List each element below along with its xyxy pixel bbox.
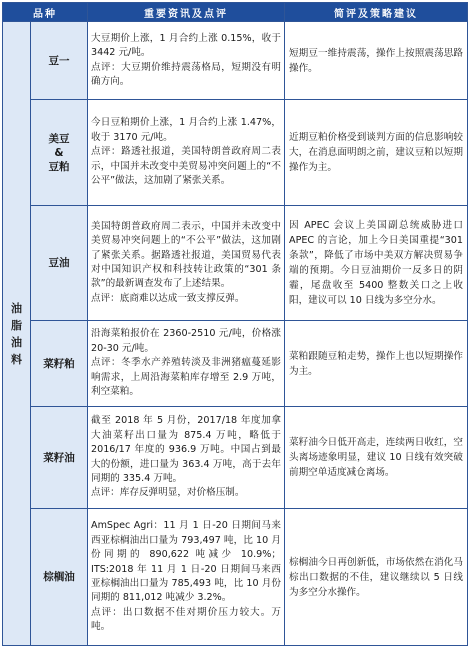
strategy-cell: 棕榈油今日再创新低，市场依然在消化马棕出口数据的不佳，建议继续以 5 日线为多空分水操作。 — [285, 509, 468, 646]
commodity-name: 菜籽粕 — [31, 321, 88, 407]
header-news: 重要资讯及点评 — [88, 3, 285, 22]
section-label: 油 脂 油 料 — [3, 22, 31, 646]
commodity-name: 棕榈油 — [31, 509, 88, 646]
commodity-table — [2, 2, 468, 646]
table-row — [3, 407, 468, 509]
header-row — [3, 3, 468, 22]
strategy-cell: 菜籽油今日低开高走，连续两日收红，空头离场迹象明显，建议 10 日线有效突破前期空单适度减仓离场。 — [285, 407, 468, 509]
news-cell — [88, 509, 285, 646]
strategy-cell: 菜粕跟随豆粕走势，操作上也以短期操作为主。 — [285, 321, 468, 407]
strategy-cell: 因 APEC 会议上美国副总统威胁进口 APEC 的言论，加上今日美国重提“301 条款”，降低了市场中美双方解决贸易争端的预期。今日豆油期价一反多日的阴霾，尾盘收至 5400 整数关口之上收阳，建议可以 10 日线为多空分水。 — [285, 206, 468, 321]
news-cell — [88, 22, 285, 100]
news-cell — [88, 100, 285, 206]
news-text: 美国特朗普政府周二表示，中国并未改变中美贸易冲突问题上的“不公平”做法，这加剧了紧张关系。据路透社报道，美国贸易代表对中国知识产权和科技转让政策的“301 条款”的最新调查发布了上述结果。 — [91, 220, 281, 290]
header-category: 品种 — [3, 3, 88, 22]
commodity-name: 豆一 — [31, 22, 88, 100]
news-comment: 点评：冬季水产养殖转淡及非洲猪瘟蔓延影响需求，上周沿海菜粕库存增至 2.9 万吨，利空菜粕。 — [91, 357, 281, 398]
news-cell — [88, 407, 285, 509]
news-comment: 点评：大豆期价维持震荡格局，短期没有明确方向。 — [91, 61, 281, 87]
commodity-name: 豆油 — [31, 206, 88, 321]
news-cell — [88, 321, 285, 407]
strategy-cell: 短期豆一维持震荡，操作上按照震荡思路操作。 — [285, 22, 468, 100]
news-comment: 点评：出口数据不佳对期价压力较大。万吨。 — [91, 606, 281, 633]
news-text: 截至 2018 年 5 月份，2017/18 年度加拿大油菜籽出口量为 875.4 万吨，略低于 2016/17 年度的 936.9 万吨。中国占到最大的份额，进口量为 363.4 万吨，高于去年同期的 335.4 万吨。 — [91, 415, 281, 484]
header-comment: 简评及策略建议 — [285, 3, 468, 22]
news-text: 大豆期价上涨，1 月合约上涨 0.15%，收于 3442 元/吨。 — [91, 32, 281, 59]
news-comment: 点评：底商难以达成一致支撑反弹。 — [91, 292, 245, 304]
table-row — [3, 509, 468, 646]
news-text: 今日豆粕期价上涨，1 月合约上涨 1.47%，收于 3170 元/吨。 — [91, 117, 281, 143]
news-comment: 点评：库存反弹明显，对价格压制。 — [91, 487, 245, 499]
news-text: AmSpec Agri：11 月 1 日-20 日期间马来西亚棕榈油出口量为 793,497 吨，比 10 月份同期的 890,622 吨减少 10.9%；ITS:2018 年 11 月 1 日-20 日期间马来西亚棕榈油出口量为 785,493 吨，比 10 月份同期的 811,012 吨减少 3.2%。 — [91, 520, 281, 604]
table-row — [3, 206, 468, 321]
news-comment: 点评：路透社报道，美国特朗普政府周二表示，中国并未改变中美贸易冲突问题上的“不公平”做法，这加剧了紧张关系。 — [91, 146, 281, 187]
news-cell — [88, 206, 285, 321]
news-text: 沿海菜粕报价在 2360-2510 元/吨，价格涨 20-30 元/吨。 — [91, 328, 281, 354]
table-row — [3, 321, 468, 407]
strategy-cell: 近期豆粕价格受到谈判方面的信息影响较大，在消息面明朗之前，建议豆粕以短期操作为主。 — [285, 100, 468, 206]
commodity-name: 美豆 & 豆粕 — [31, 100, 88, 206]
table-row — [3, 22, 468, 100]
table-row — [3, 100, 468, 206]
commodity-name: 菜籽油 — [31, 407, 88, 509]
